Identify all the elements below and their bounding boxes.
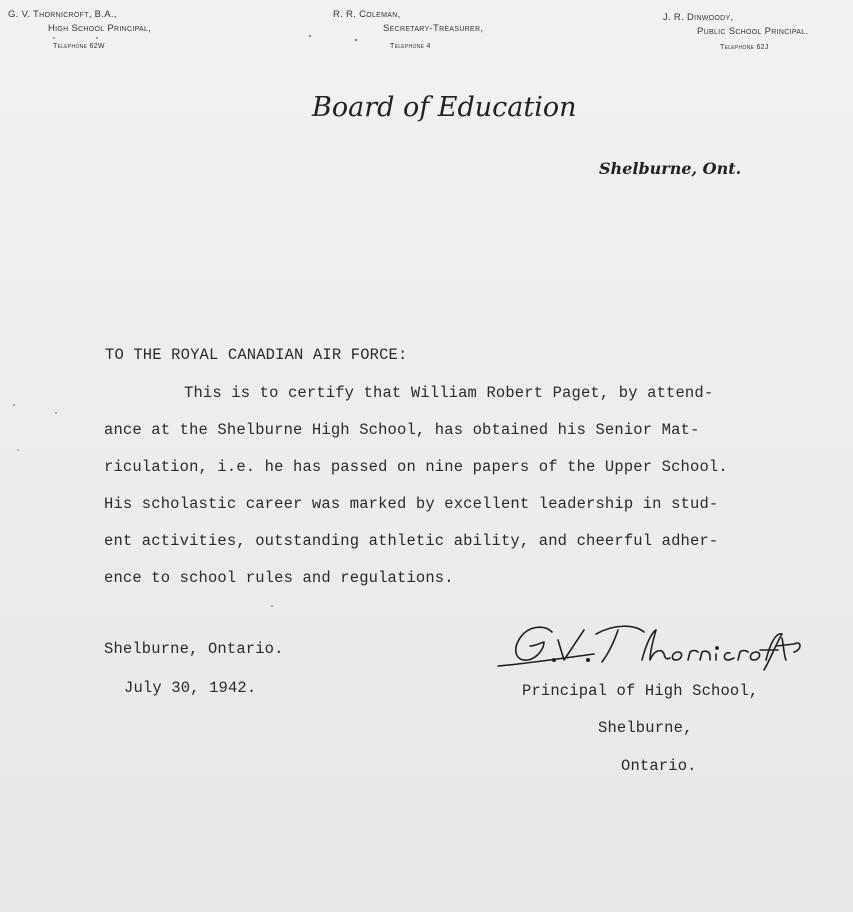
body-line: ence to school rules and regulations. [104,569,454,587]
body-line: ent activities, outstanding athletic ability, and cheerful adher- [104,532,719,550]
date-line: July 30, 1942. [124,679,257,697]
signer-town: Shelburne, [598,719,693,737]
board-of-education-heading: Board of Education [312,92,577,123]
salutation: TO THE ROYAL CANADIAN AIR FORCE: [105,346,408,364]
body-line: riculation, i.e. he has passed on nine papers of the Upper School. [104,458,728,476]
letterhead-center-telephone: Telephone 4 [390,43,431,50]
letterhead-right-telephone: Telephone 62J [720,44,769,51]
letterhead-right-title: Public School Principal. [697,26,809,37]
letterhead-place: Shelburne, Ont. [599,159,742,178]
body-line: This is to certify that William Robert Paget, by attend- [184,384,714,402]
body-line: ance at the Shelburne High School, has obtained his Senior Mat- [104,421,700,439]
letterhead-center-title: Secretary-Treasurer, [383,23,484,34]
signer-province: Ontario. [621,757,697,775]
letterhead-left-title: High School Principal, [48,23,152,34]
signer-title: Principal of High School, [522,682,759,700]
letterhead-center-name: R. R. Coleman, [333,9,401,20]
body-line: His scholastic career was marked by excellent leadership in stud- [104,495,719,513]
place-line: Shelburne, Ontario. [104,640,284,658]
letterhead-left-telephone: Telephone 62W [53,43,105,50]
letterhead-right-name: J. R. Dinwoody, [663,12,734,23]
letterhead-left-name: G. V. Thornicroft, B.A., [8,9,117,20]
